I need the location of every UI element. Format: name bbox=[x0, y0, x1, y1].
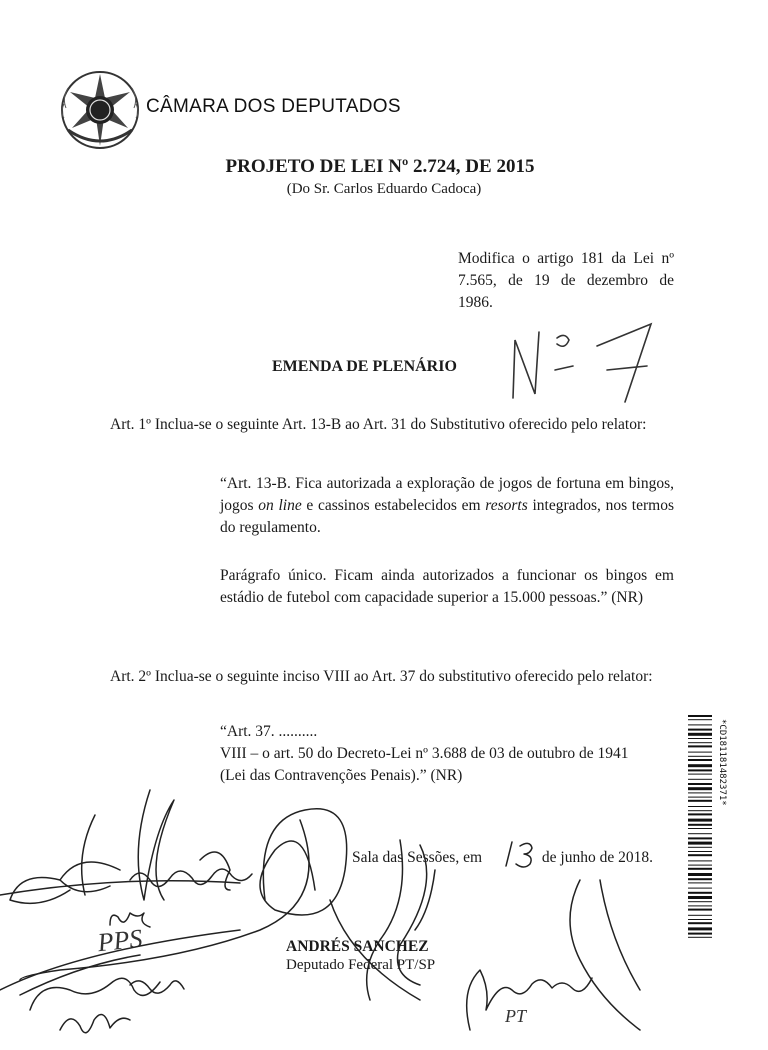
barcode-bar bbox=[688, 837, 712, 839]
handwritten-amendment-number bbox=[505, 318, 665, 408]
barcode-bar bbox=[688, 783, 712, 785]
barcode-bar bbox=[688, 933, 712, 935]
barcode-bar bbox=[688, 851, 712, 852]
barcode-bar bbox=[688, 756, 712, 757]
article-2: Art. 2º Inclua-se o seguinte inciso VIII ao Art. 37 do substitutivo oferecido pelo relator: bbox=[110, 668, 653, 685]
session-date-line bbox=[352, 849, 653, 867]
barcode-bar bbox=[688, 937, 712, 938]
article-13b-part3: integrados, nos termos do regulamento. bbox=[220, 497, 674, 536]
barcode-bar bbox=[688, 847, 712, 848]
barcode-bar bbox=[688, 860, 712, 861]
barcode-bar bbox=[688, 833, 712, 834]
barcode-bar bbox=[688, 854, 712, 856]
barcode-bar bbox=[688, 878, 712, 880]
barcode-bar bbox=[688, 919, 712, 920]
barcode-bar bbox=[688, 865, 712, 866]
article-13b-part1: “Art. 13-B. Fica autorizada a exploração de jogos de fortuna em bingos, jogos bbox=[220, 475, 674, 514]
barcode-bar bbox=[688, 797, 712, 798]
svg-text:*CD181181482371*: *CD181181482371* bbox=[717, 719, 727, 806]
barcode-bar bbox=[688, 810, 712, 811]
barcode-bar bbox=[688, 901, 712, 902]
document-barcode bbox=[688, 715, 727, 943]
article-1: Art. 1º Inclua-se o seguinte Art. 13-B ao Art. 31 do Substitutivo oferecido pelo relator: bbox=[110, 416, 647, 433]
barcode-bar bbox=[688, 724, 712, 725]
article-13b-paragraph: Parágrafo único. Ficam ainda autorizados a funcionar os bingos em estádio de futebol com capacidade superior a 15.000 pessoas.” (NR) bbox=[220, 567, 674, 606]
article-37-item-viii: VIII – o art. 50 do Decreto-Lei nº 3.688 de 03 de outubro de 1941 bbox=[220, 745, 629, 762]
article-13b-resorts: resorts bbox=[485, 497, 528, 514]
barcode-bar bbox=[688, 842, 712, 845]
barcode-bar bbox=[688, 738, 712, 739]
signature-bottom-right bbox=[467, 880, 640, 1030]
bill-ementa: Modifica o artigo 181 da Lei nº 7.565, de 19 de dezembro de 1986. bbox=[458, 250, 674, 311]
session-date-suffix: de junho de 2018. bbox=[541, 849, 653, 866]
barcode-bar bbox=[688, 868, 712, 870]
barcode-bar bbox=[688, 896, 712, 899]
svg-text:PT: PT bbox=[505, 1006, 527, 1026]
barcode-bar bbox=[688, 927, 712, 930]
chamber-name: CÂMARA DOS DEPUTADOS bbox=[146, 96, 401, 117]
barcode-bar bbox=[688, 733, 712, 736]
signature-left bbox=[0, 790, 252, 957]
session-date-prefix: Sala das Sessões, em bbox=[352, 849, 483, 866]
barcode-bar bbox=[688, 729, 712, 731]
barcode-bar bbox=[688, 828, 712, 829]
bill-author: (Do Sr. Carlos Eduardo Cadoca) bbox=[286, 181, 482, 197]
barcode-bar bbox=[688, 922, 712, 924]
deputy-role: Deputado Federal PT/SP bbox=[286, 957, 436, 973]
barcode-bar bbox=[688, 759, 712, 761]
barcode-bar bbox=[688, 764, 712, 767]
article-13b-text bbox=[220, 473, 674, 539]
barcode-bar bbox=[688, 905, 712, 906]
barcode-bar bbox=[688, 769, 712, 771]
barcode-bar bbox=[688, 715, 712, 717]
svg-text:PPS: PPS bbox=[96, 923, 144, 958]
brazil-coat-of-arms-icon bbox=[58, 68, 142, 152]
article-37-heading: “Art. 37. .......... bbox=[220, 723, 318, 740]
barcode-bar bbox=[688, 742, 712, 743]
barcode-bar bbox=[688, 909, 712, 911]
barcode-bar bbox=[688, 915, 712, 916]
barcode-bar bbox=[688, 787, 712, 790]
barcode-bar bbox=[688, 774, 712, 775]
article-37-item-viii-continued: (Lei das Contravenções Penais).” (NR) bbox=[220, 767, 463, 784]
article-13b-part2: e cassinos estabelecidos em bbox=[301, 497, 486, 514]
barcode-bar bbox=[688, 888, 712, 889]
barcode-bar bbox=[688, 806, 712, 807]
deputy-name: ANDRÉS SANCHEZ bbox=[286, 938, 429, 955]
bill-title-text: PROJETO DE LEI Nº 2.724, DE 2015 bbox=[225, 156, 535, 177]
signature-bottom-left bbox=[0, 930, 240, 1033]
barcode-bar bbox=[688, 745, 712, 747]
barcode-bar bbox=[688, 792, 712, 793]
barcode-bar bbox=[688, 813, 712, 815]
barcode-bar bbox=[688, 819, 712, 822]
barcode-bar bbox=[688, 873, 712, 876]
article-13b-online: on line bbox=[258, 497, 302, 514]
barcode-bar bbox=[688, 800, 712, 802]
barcode-bar bbox=[688, 752, 712, 753]
amendment-heading: EMENDA DE PLENÁRIO bbox=[272, 358, 457, 375]
barcode-bar bbox=[688, 779, 712, 780]
barcode-bar bbox=[688, 892, 712, 894]
barcode-bar bbox=[688, 882, 712, 883]
barcode-bar bbox=[688, 824, 712, 826]
bill-title bbox=[0, 156, 768, 178]
barcode-bar bbox=[688, 719, 712, 720]
